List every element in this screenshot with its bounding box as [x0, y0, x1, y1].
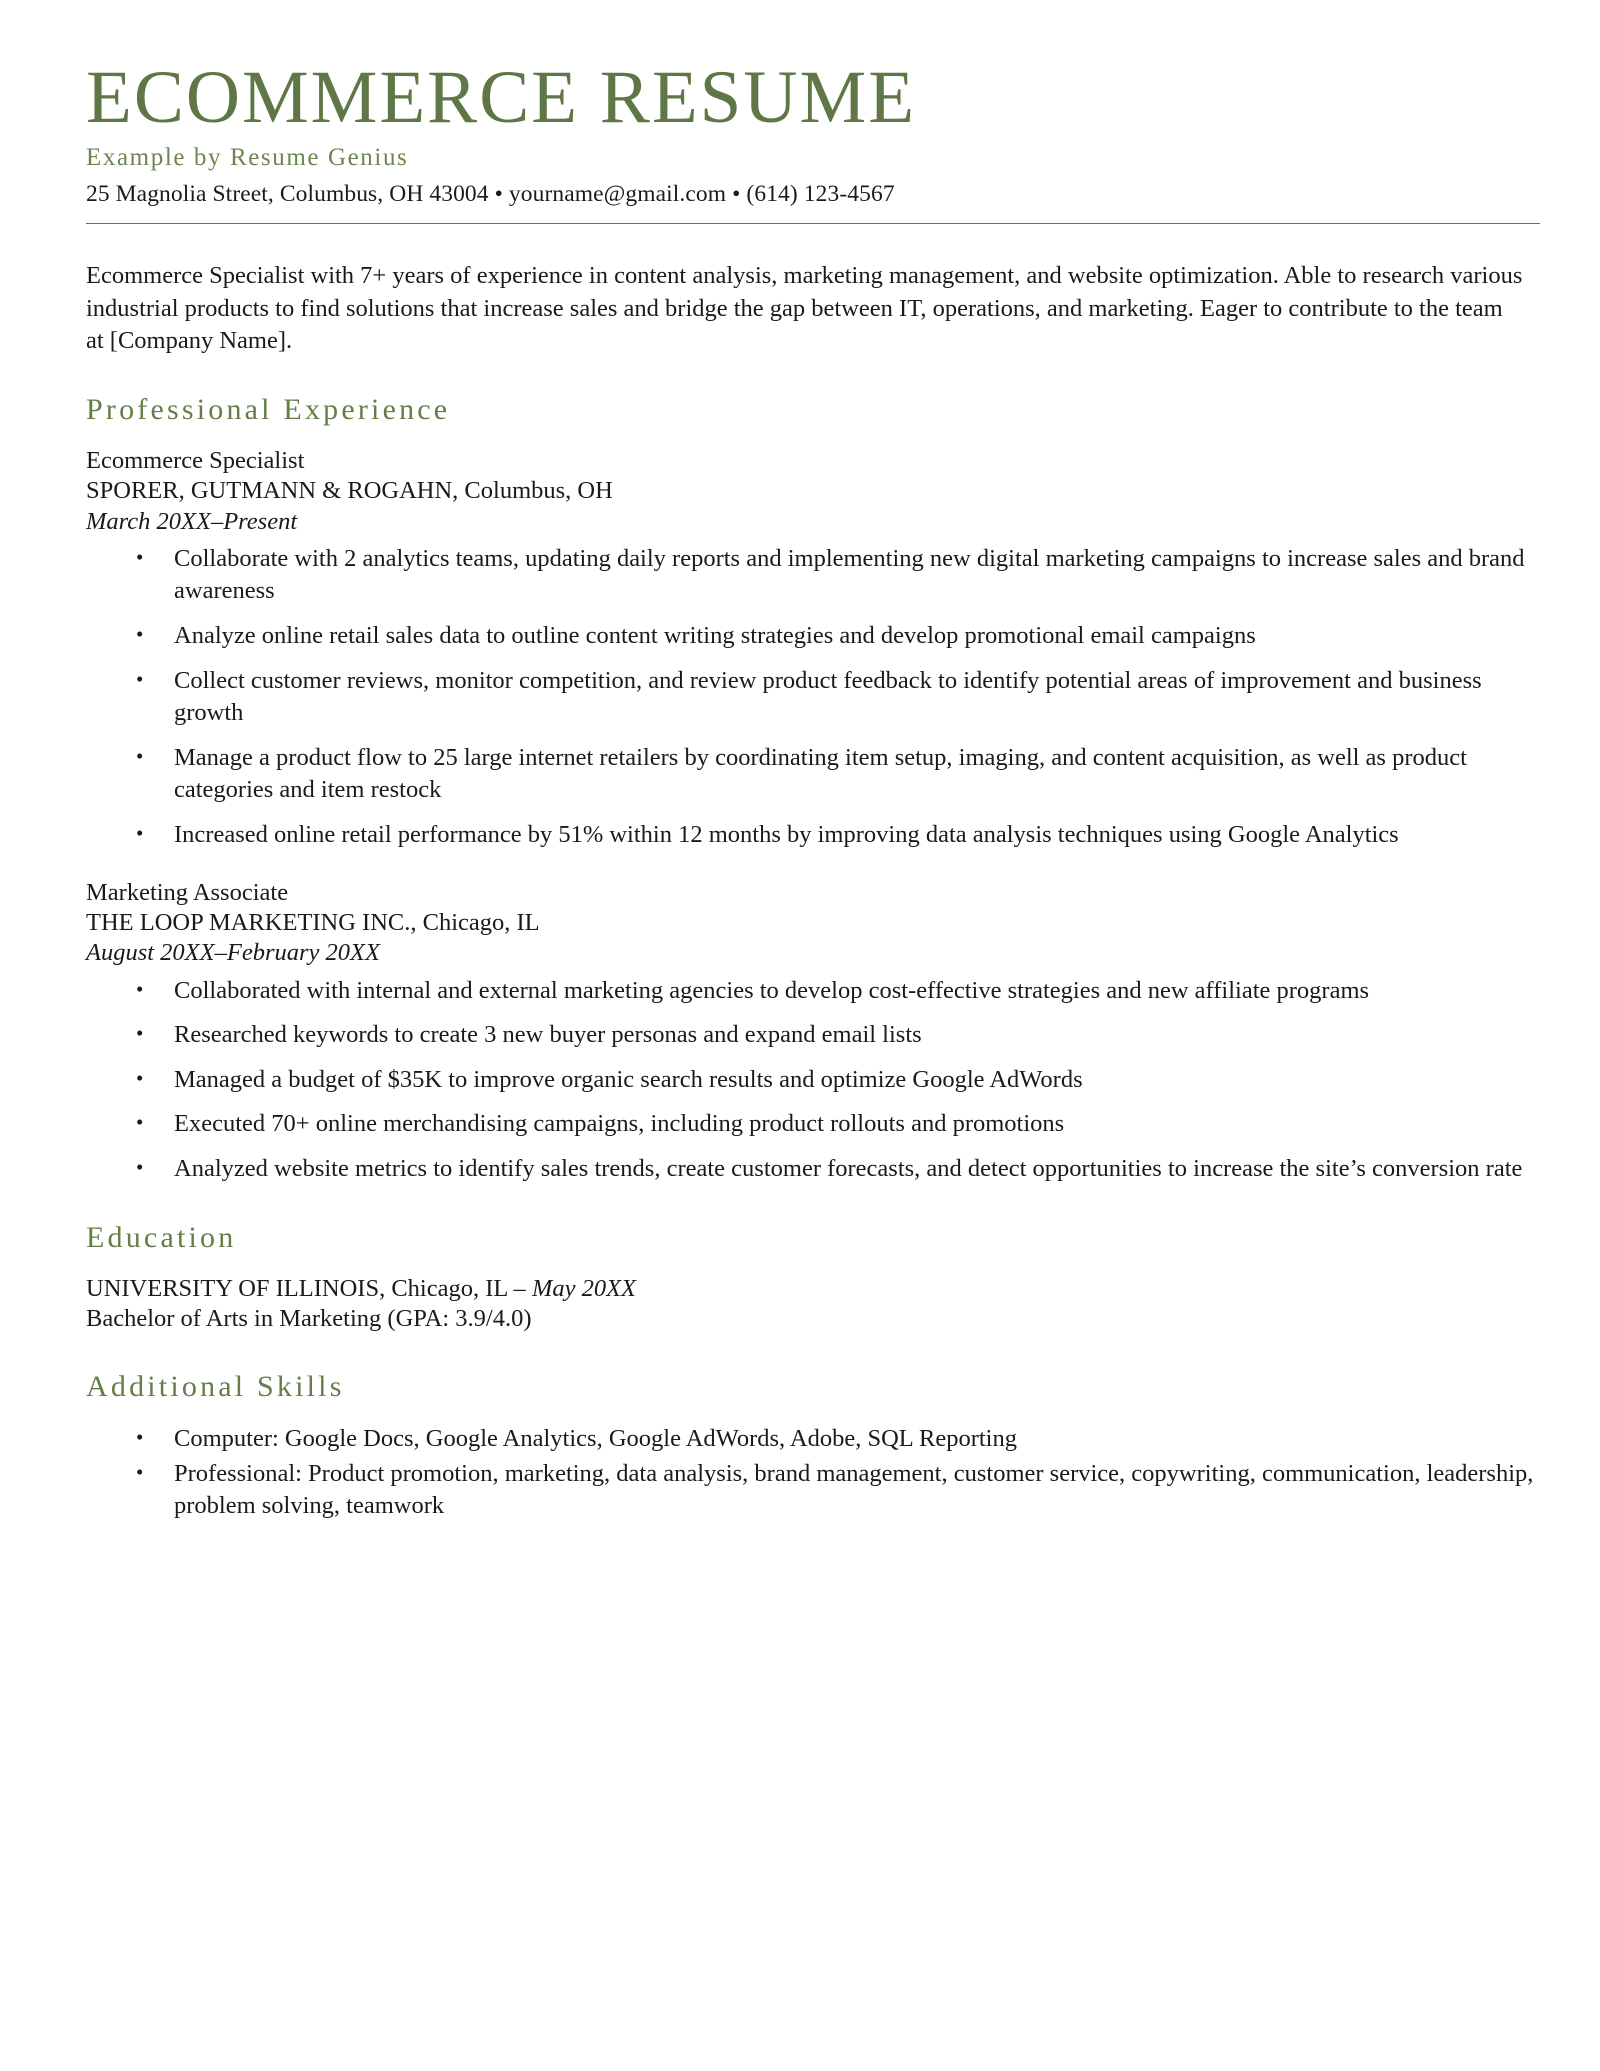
section-additional-skills — [86, 1369, 1540, 1523]
section-professional-experience — [86, 392, 1540, 1186]
list-item: • Manage a product flow to 25 large internet retailers by coordinating item setup, imaging, and content acquisition, as well as product categories and item restock — [86, 742, 1540, 807]
job-entry — [86, 446, 1540, 852]
job-dates: March 20XX–Present — [86, 507, 298, 535]
education-degree: Bachelor of Arts in Marketing (GPA: 3.9/4.0) — [86, 1305, 532, 1333]
list-item: • Executed 70+ online merchandising campaigns, including product rollouts and promotions — [86, 1108, 1540, 1141]
job-title: Marketing Associate — [86, 878, 289, 906]
header-divider — [86, 223, 1540, 224]
professional-summary: Ecommerce Specialist with 7+ years of experience in content analysis, marketing management, and website optimization. Able to research various industrial products to find solutions that increase sales and bridge the gap between IT, operations, and marketing. Eager to contribute to the team at [Company Name]. — [86, 262, 1523, 355]
list-item: • Researched keywords to create 3 new buyer personas and expand email lists — [86, 1019, 1540, 1052]
education-date: May 20XX — [531, 1274, 637, 1302]
list-item: • Analyze online retail sales data to outline content writing strategies and develop promotional email campaigns — [86, 620, 1540, 653]
list-item: • Analyzed website metrics to identify sales trends, create customer forecasts, and detect opportunities to increase the site’s conversion rate — [86, 1153, 1540, 1186]
education-school-line — [86, 1274, 1540, 1305]
job-company: SPORER, GUTMANN & ROGAHN, Columbus, OH — [86, 477, 613, 505]
job-title: Ecommerce Specialist — [86, 446, 305, 474]
job-entry — [86, 878, 1540, 1186]
job-bullets — [86, 543, 1540, 852]
job-company: THE LOOP MARKETING INC., Chicago, IL — [86, 908, 540, 936]
section-heading-skills: Additional Skills — [86, 1370, 345, 1404]
list-item: • Collaborated with internal and external marketing agencies to develop cost-effective strategies and new affiliate programs — [86, 975, 1540, 1008]
list-item: • Increased online retail performance by 51% within 12 months by improving data analysis techniques using Google Analytics — [86, 819, 1540, 852]
resume-header — [86, 56, 1540, 234]
list-item: • Professional: Product promotion, marketing, data analysis, brand management, customer service, copywriting, communication, leadership, problem solving, teamwork — [86, 1458, 1540, 1523]
section-heading-education: Education — [86, 1220, 237, 1254]
page-title: ECOMMERCE RESUME — [86, 56, 917, 139]
list-item: • Collect customer reviews, monitor competition, and review product feedback to identify potential areas of improvement and business growth — [86, 665, 1540, 730]
list-item: • Collaborate with 2 analytics teams, updating daily reports and implementing new digital marketing campaigns to increase sales and brand awareness — [86, 543, 1540, 608]
section-education — [86, 1220, 1540, 1336]
job-bullets — [86, 975, 1540, 1186]
education-school: UNIVERSITY OF ILLINOIS, Chicago, IL – — [86, 1274, 532, 1302]
list-item: • Managed a budget of $35K to improve organic search results and optimize Google AdWords — [86, 1064, 1540, 1097]
contact-line: 25 Magnolia Street, Columbus, OH 43004 • yourname@gmail.com • (614) 123-4567 — [86, 180, 895, 207]
job-dates: August 20XX–February 20XX — [86, 939, 380, 967]
section-heading-experience: Professional Experience — [86, 392, 451, 426]
skills-list — [86, 1423, 1540, 1523]
resume-subtitle: Example by Resume Genius — [86, 143, 409, 171]
list-item: • Computer: Google Docs, Google Analytics, Google AdWords, Adobe, SQL Reporting — [86, 1423, 1540, 1456]
